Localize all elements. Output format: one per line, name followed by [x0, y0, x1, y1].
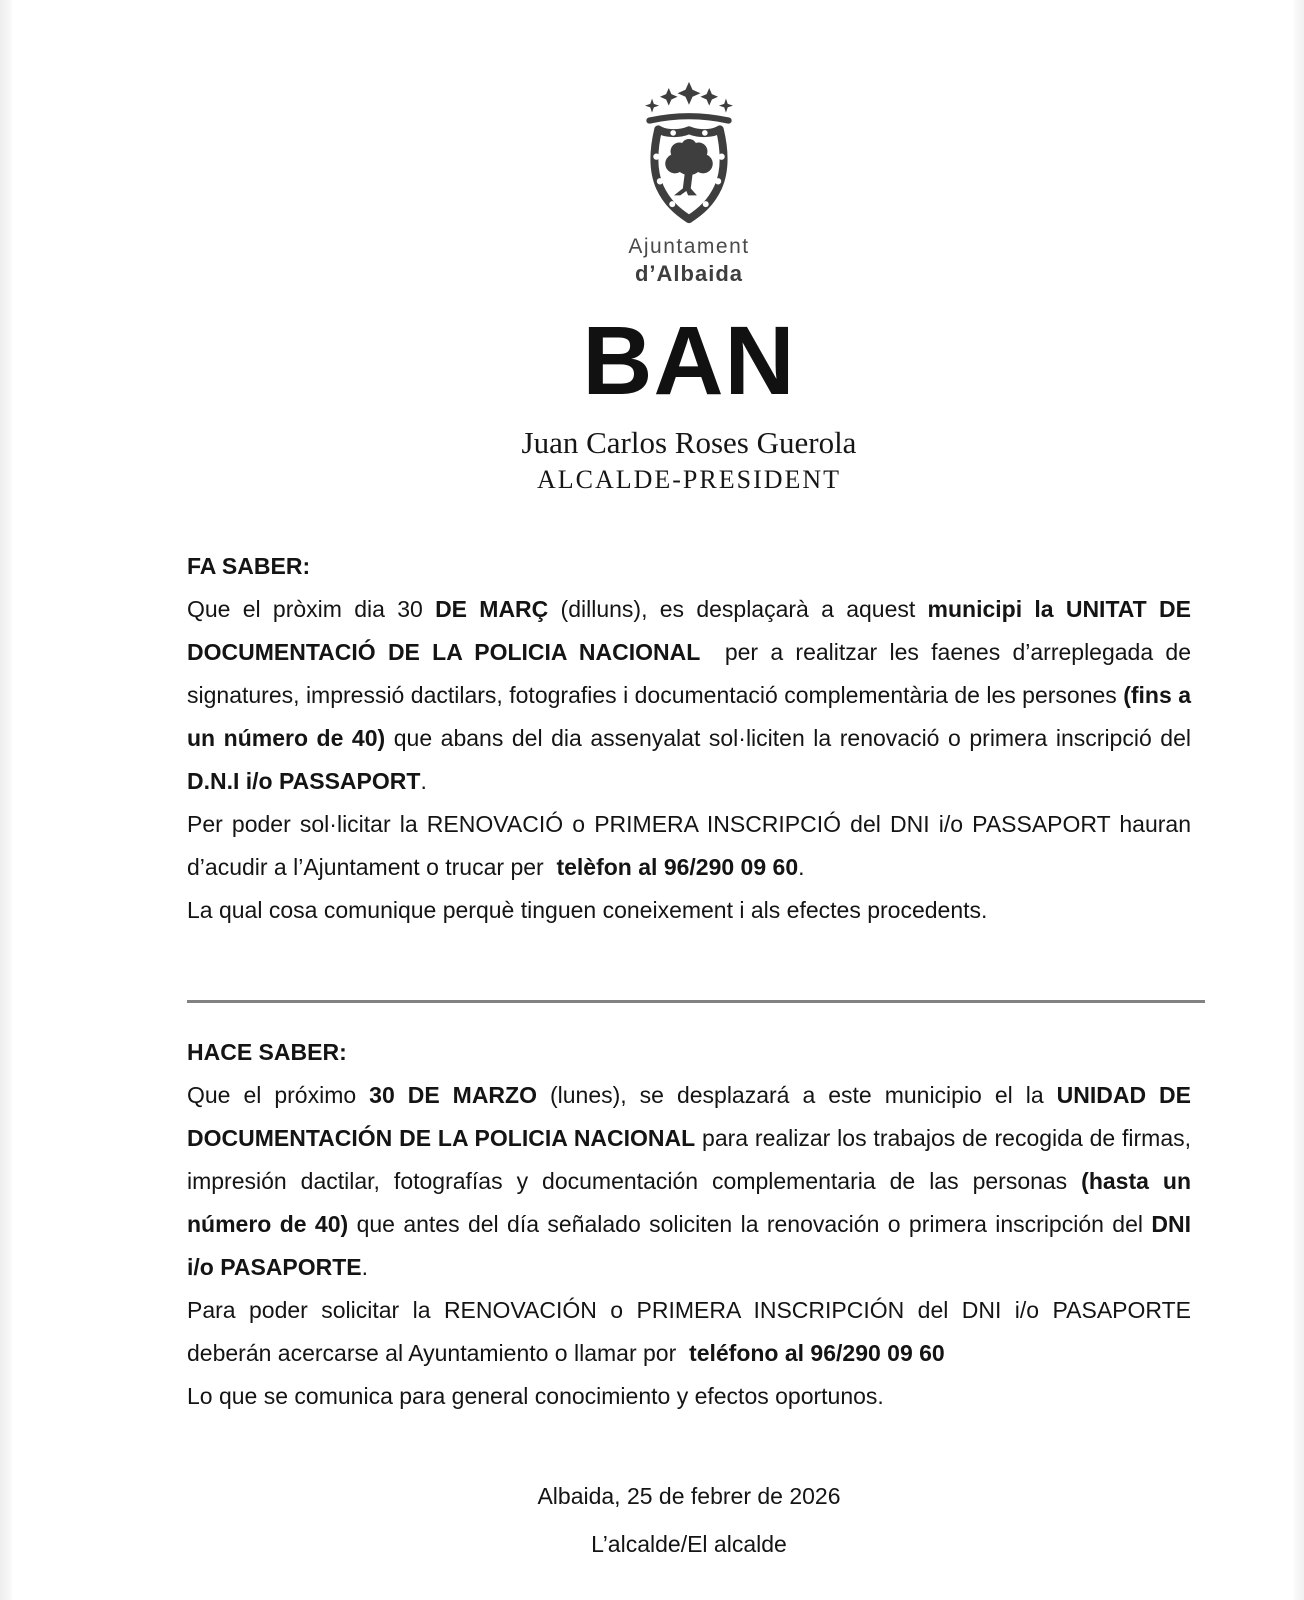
paragraph: Para poder solicitar la RENOVACIÓN o PRIMERA INSCRIPCIÓN del DNI i/o PASAPORTE deberán acercarse al Ayuntamiento o llamar por teléfono al 96/290 09 60: [187, 1297, 1191, 1366]
document-title: BAN: [582, 306, 796, 415]
paragraph: Lo que se comunica para general conocimiento y efectos oportunos.: [187, 1383, 884, 1409]
albaida-crest-icon: [187, 78, 1191, 230]
document-header: [187, 78, 1191, 495]
spanish-section-heading: HACE SABER:: [187, 1039, 347, 1065]
document-body: [187, 545, 1191, 1568]
date-line: Albaida, 25 de febrer de 2026: [537, 1483, 841, 1509]
spanish-section-text: [187, 1074, 1191, 1418]
logo-org-name-line2: d’Albaida: [634, 261, 743, 286]
author-role: ALCALDE-PRESIDENT: [536, 465, 842, 494]
logo-org-name-line1: Ajuntament: [628, 235, 750, 258]
paragraph: Que el pròxim dia 30 DE MARÇ (dilluns), es desplaçarà a aquest municipi la UNITAT DE DOCUMENTACIÓ DE LA POLICIA NACIONAL per a realitzar les faenes d’arreplegada de signatures, impressió dactilars, fotografies i documentació complementària de les persones (fins a un número de 40) que abans del dia assenyalat sol·liciten la renovació o primera inscripció del D.N.I i/o PASSAPORT.: [187, 596, 1191, 794]
paragraph: Que el próximo 30 DE MARZO (lunes), se desplazará a este municipio el la UNIDAD DE DOCUMENTACIÓN DE LA POLICIA NACIONAL para realizar los trabajos de recogida de firmas, impresión dactilar, fotografías y documentación complementaria de las personas (hasta un número de 40) que antes del día señalado soliciten la renovación o primera inscripción del DNI i/o PASAPORTE.: [187, 1082, 1192, 1280]
signature-line: L’alcalde/El alcalde: [591, 1531, 787, 1557]
author-name: Juan Carlos Roses Guerola: [521, 425, 857, 460]
document-footer: [187, 1472, 1191, 1568]
valencian-section: [187, 545, 1191, 932]
paragraph: La qual cosa comunique perquè tinguen coneixement i als efectes procedents.: [187, 897, 988, 923]
section-divider: [187, 1000, 1205, 1003]
valencian-section-heading: FA SABER:: [187, 553, 311, 579]
paragraph: Per poder sol·licitar la RENOVACIÓ o PRIMERA INSCRIPCIÓ del DNI i/o PASSAPORT hauran d’acudir a l’Ajuntament o trucar per telèfon al 96/290 09 60.: [187, 811, 1191, 880]
spanish-section: [187, 1031, 1191, 1418]
valencian-section-text: [187, 588, 1191, 932]
